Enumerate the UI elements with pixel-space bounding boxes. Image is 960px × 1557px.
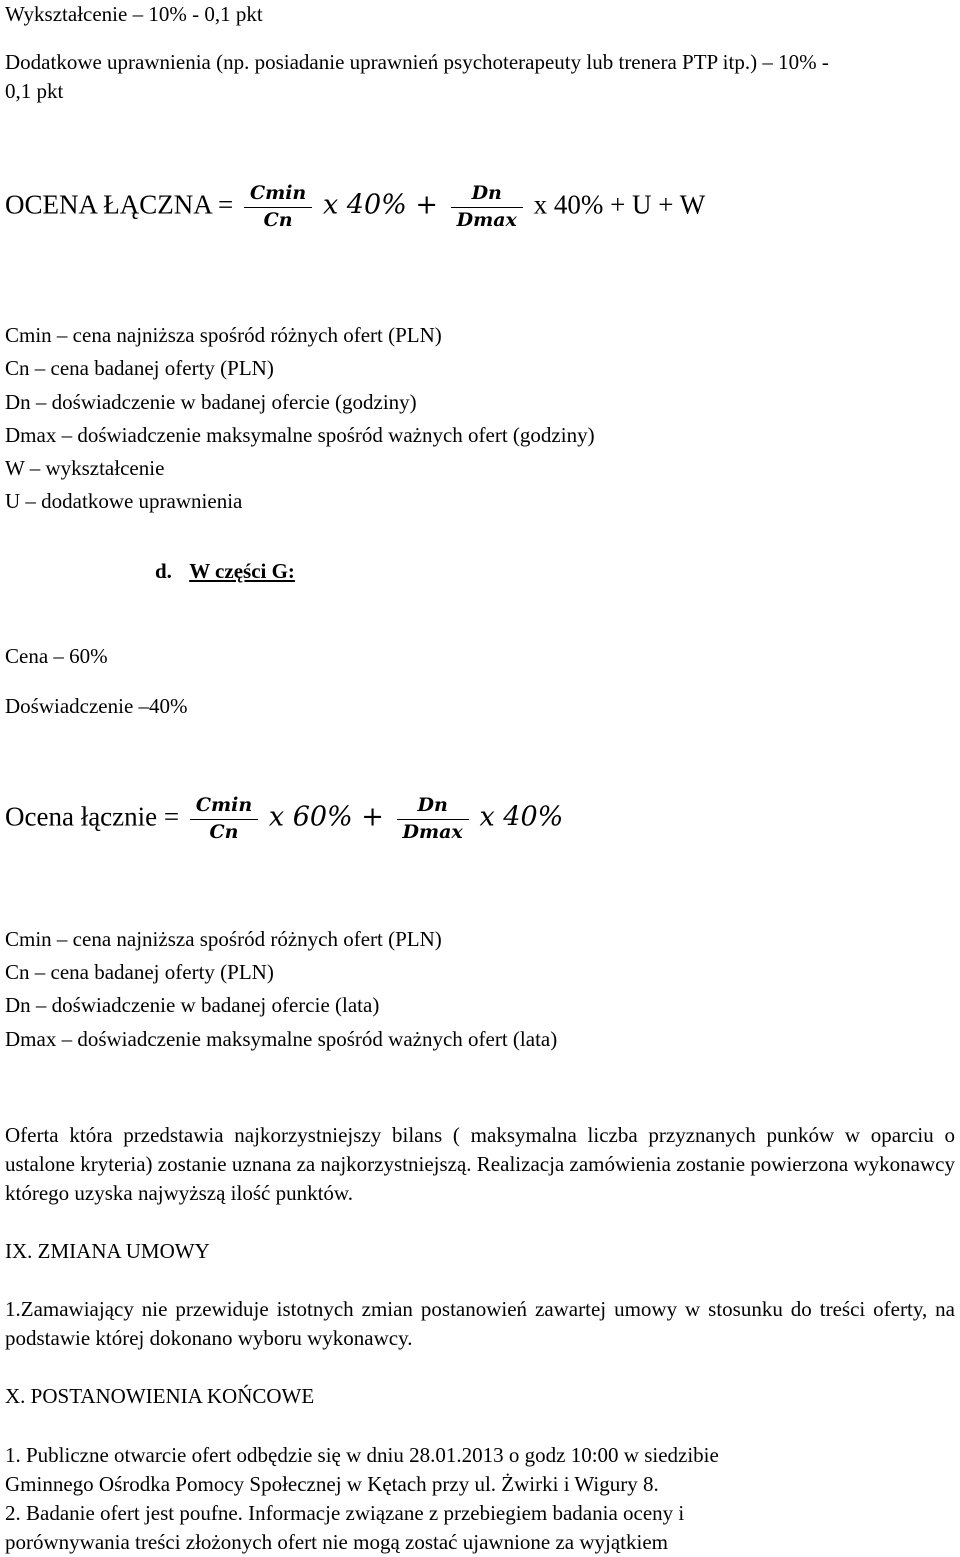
legend-item: Dn – doświadczenie w badanej ofercie (lata) (5, 993, 380, 1017)
extra-qualifications-line-1: Dodatkowe uprawnienia (np. posiadanie uprawnień psychoterapeuty lub trenera PTP itp.) – 10% - (5, 50, 829, 74)
criterion-experience: Doświadczenie –40% (5, 694, 188, 718)
legend-item: Cmin – cena najniższa spośród różnych ofert (PLN) (5, 927, 442, 951)
legend-item: Cn – cena badanej oferty (PLN) (5, 356, 274, 380)
formula-rhs: x 40% + U + W (533, 189, 706, 220)
legend-item: Cmin – cena najniższa spośród różnych ofert (PLN) (5, 323, 442, 347)
final-provision-line: porównywania treści złożonych ofert nie mogą zostać ujawnione za wyjątkiem (5, 1530, 669, 1554)
formula-rhs: x 40% (479, 801, 564, 833)
formula-lhs: Ocena łącznie = (5, 801, 186, 832)
legend-item: Dmax – doświadczenie maksymalne spośród ważnych ofert (lata) (5, 1027, 558, 1051)
section-heading-ix: IX. ZMIANA UMOWY (5, 1239, 210, 1263)
final-provision-line: 2. Badanie ofert jest poufne. Informacje związane z przebiegiem badania oceny i (5, 1501, 685, 1525)
fraction-numerator: Cmin (249, 182, 307, 204)
education-weight-line: Wykształcenie – 10% - 0,1 pkt (5, 2, 263, 26)
fraction-denominator: Dmax (397, 819, 469, 846)
fraction-numerator: Cmin (195, 794, 253, 816)
fraction-denominator: Cn (190, 819, 258, 846)
legend-item: Dn – doświadczenie w badanej ofercie (godziny) (5, 390, 417, 414)
legend-item: Dmax – doświadczenie maksymalne spośród ważnych ofert (godziny) (5, 423, 595, 447)
fraction-dn-dmax (397, 793, 469, 845)
legend-item: U – dodatkowe uprawnienia (5, 489, 243, 513)
contract-change-paragraph: 1.Zamawiający nie przewiduje istotnych zmian postanowień zawartej umowy w stosunku do treści oferty, na podstawie której dokonano wyboru wykonawcy. (5, 1297, 955, 1350)
section-title: W części G: (189, 559, 295, 583)
final-provision-line: Gminnego Ośrodka Pomocy Społecznej w Kętach przy ul. Żwirki i Wigury 8. (5, 1472, 659, 1496)
offer-evaluation-paragraph: Oferta która przedstawia najkorzystniejszy bilans ( maksymalna liczba przyznanych punków w oparciu o ustalone kryteria) zostanie uznana za najkorzystniejszą. Realizacja zamówienia zostanie powierzona wykonawcy którego uzyska najwyższą ilość punktów. (5, 1123, 955, 1205)
formula-lhs: OCENA ŁĄCZNA = (5, 189, 240, 220)
section-heading-d (155, 559, 295, 583)
section-prefix: d. (155, 559, 172, 583)
fraction-dn-dmax (451, 181, 523, 233)
criterion-price: Cena – 60% (5, 644, 108, 668)
fraction-numerator: Dn (417, 794, 448, 816)
section-heading-x: X. POSTANOWIENIA KOŃCOWE (5, 1384, 315, 1408)
formula-middle: x 40% + (323, 189, 447, 221)
fraction-cmin-cn (190, 793, 258, 845)
legend-item: W – wykształcenie (5, 456, 165, 480)
fraction-denominator: Cn (244, 207, 312, 234)
fraction-denominator: Dmax (451, 207, 523, 234)
formula-total-score (5, 181, 705, 233)
fraction-numerator: Dn (471, 182, 502, 204)
formula-total-score-g (5, 793, 563, 845)
extra-qualifications-line-2: 0,1 pkt (5, 79, 64, 103)
fraction-cmin-cn (244, 181, 312, 233)
legend-item: Cn – cena badanej oferty (PLN) (5, 960, 274, 984)
final-provision-line: 1. Publiczne otwarcie ofert odbędzie się w dniu 28.01.2013 o godz 10:00 w siedzibie (5, 1443, 719, 1467)
formula-middle: x 60% + (268, 801, 393, 833)
